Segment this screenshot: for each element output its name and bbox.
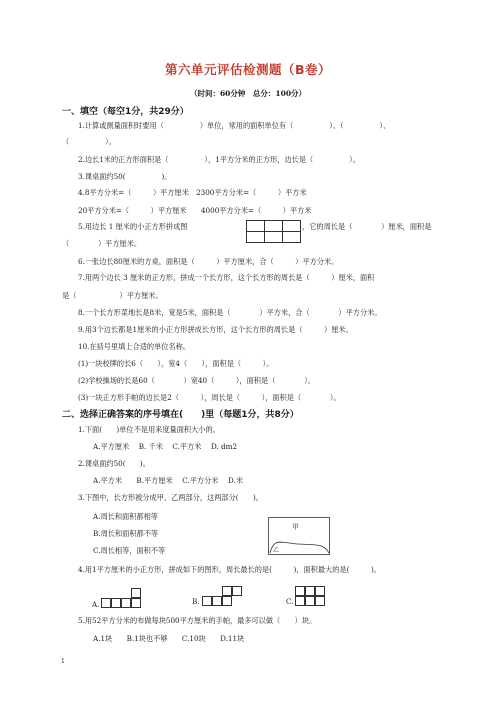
s2-q1: 1.下面( )单位不是用来度量面积大小的。 [78,425,220,434]
s2-q3-option-b: B.周长和面积都不等 [93,529,159,538]
s2-q2-options: A.平方米 B.平方厘米 C.平方分米 D.米 [93,476,243,485]
s1-line-5c: （ ）平方厘米。 [62,239,142,248]
s1-line-3: 3.课桌面约50( )。 [78,172,172,181]
s1-line-7: 7.用两个边长 3 厘米的正方形，拼成一个长方形，这个长方形的周长是（ ）厘米，面积 [78,273,375,282]
q3-rectangle-figure [268,517,330,555]
s2-q3-option-c: C.周长相等，面积不等 [93,546,166,555]
page-subtitle: （时间：60分钟 总分：100分） [189,89,307,98]
s2-q3-option-a: A.周长和面积都相等 [93,512,158,521]
q4-shape-c [295,586,327,608]
q4-shape-b [202,586,242,608]
section-2-heading: 二、选择正确答案的序号填在( )里（每题1分，共8分） [62,410,299,420]
q5-grid-figure [246,220,300,244]
section-1-heading: 一、填空（每空1分，共29分） [62,107,189,117]
s1-line-2: 2.边长1米的正方形面积是（ ），1平方分米的正方形，边长是（ ）。 [78,155,360,164]
label-yi: 乙 [273,547,280,554]
s1-line-5a: 5.用边长 1 厘米的小正方形拼成图 [78,222,188,231]
s1-line-1b: （ ）。 [62,137,116,146]
s2-q5-options: A.1块 B.1块也不够 C.10块 D.11块 [93,634,245,643]
label-jia: 甲 [292,523,299,531]
s2-q1-options: A.平方厘米 B. 千米 C.平方米 D. dm2 [93,442,238,451]
s1-line-4b: 20平方分米=（ ）平方厘米 4000平方分米=（ ）平方米 [78,206,312,215]
page-number: 1 [61,658,65,665]
s1-line-10-1: (1)一块校牌的长6（ ），宽4（ ），面积是（ ）。 [78,359,274,368]
s2-q4-option-c-label: C. [286,597,294,606]
page-title: 第六单元评估检测题（B卷） [164,62,332,77]
s1-line-10-3: (3)一块正方形手帕的边长是2（ ），周长是（ ），面积是（ ）。 [78,393,341,402]
s1-line-7b: 是（ ）平方厘米。 [62,291,163,300]
s1-line-4: 4.8平方分米=（ ）平方厘米 2300平方分米=（ ）平方米 [78,188,307,197]
s1-line-5b: ，它的周长是（ ）厘米，面积是 [302,222,432,231]
s2-q4: 4.用1平方厘米的小正方形，拼成如下的图形，周长最长的是( )，面积最大的是( )。 [78,565,381,574]
s1-line-9: 9.用3个边长都是1厘米的小正方形拼成长方形，这个长方形的周长是（ ）厘米。 [78,325,353,334]
s2-q4-option-a-label: A. [92,600,100,609]
s1-line-10: 10.在括号里填上合适的单位名称。 [78,342,191,351]
s1-line-1: 1.计算或测量面积时要用（ ）单位，常用的面积单位有（ ）、（ ）、 [78,121,391,130]
s2-q2: 2.课桌面约50( )。 [78,459,150,468]
s2-q5: 5.用52平方分米的布做每块500平方厘米的手帕，最多可以做（ ）块。 [78,616,317,625]
s2-q4-option-b-label: B. [192,597,200,606]
q4-shape-a [101,588,151,610]
s1-line-10-2: (2)学校操场的长是60（ ）宽40（ ），面积是（ ）。 [78,376,315,385]
s1-line-6: 6.一张边长80厘米的方桌，面积是（ ）平方厘米，合（ ）平方分米。 [78,257,339,266]
s1-line-8: 8.一个长方形菜地长是8米，宽是5米，面积是（ ）平方米，合（ ）平方分米。 [78,308,382,317]
s2-q3: 3.下图中，长方形被分成甲、乙两部分，这两部分( )。 [78,493,263,502]
